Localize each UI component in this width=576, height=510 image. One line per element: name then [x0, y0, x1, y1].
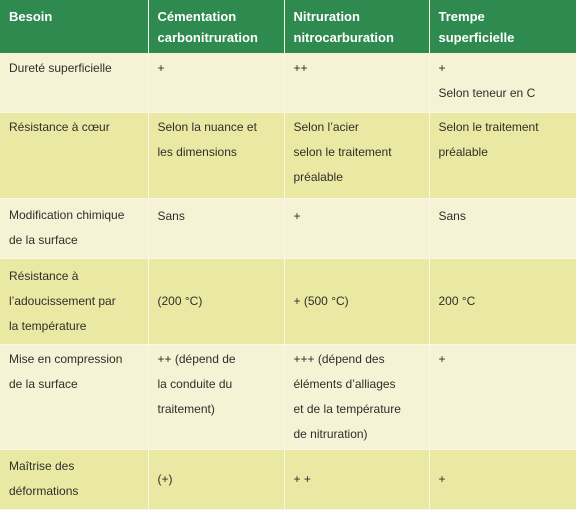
header-nitruration	[284, 0, 429, 53]
table-row	[0, 112, 576, 198]
cell-nitruration	[284, 449, 429, 509]
cell-need	[0, 198, 148, 258]
cell-line: l’adoucissement par	[9, 293, 116, 308]
cell-line: préalable	[438, 144, 488, 159]
header-besoin	[0, 0, 148, 53]
cell-nitruration	[284, 53, 429, 112]
cell-line: de nitruration)	[293, 426, 368, 441]
cell-cementation	[148, 344, 284, 449]
cell-line: Mise en compression	[9, 351, 123, 366]
table-row	[0, 344, 576, 449]
cell-line: +	[438, 61, 446, 75]
cell-nitruration	[284, 198, 429, 258]
cell-need	[0, 112, 148, 198]
cell-nitruration	[284, 344, 429, 449]
cell-line: +	[438, 351, 446, 366]
cell-line: la conduite du	[157, 376, 233, 391]
cell-line: + +	[293, 471, 311, 486]
cell-line: de la surface	[9, 233, 78, 247]
cell-cementation	[148, 198, 284, 258]
cell-line: (+)	[157, 471, 173, 486]
cell-line: +++ (dépend des	[293, 351, 385, 366]
header-trempe-line: Trempe	[438, 9, 485, 24]
header-cementation	[148, 0, 284, 53]
cell-line: ++ (dépend de	[157, 351, 236, 366]
cell-line: préalable	[293, 169, 343, 184]
cell-cementation	[148, 449, 284, 509]
cell-line: ++	[293, 61, 308, 75]
header-trempe-line: superficielle	[438, 30, 515, 45]
cell-line: de la surface	[9, 376, 78, 391]
cell-line: Résistance à cœur	[9, 119, 110, 134]
table-row	[0, 258, 576, 344]
cell-line: Maîtrise des	[9, 459, 75, 473]
cell-cementation	[148, 258, 284, 344]
cell-line: +	[293, 208, 301, 223]
cell-line: éléments d’alliages	[293, 376, 396, 391]
header-row	[0, 0, 576, 53]
header-trempe	[429, 0, 576, 53]
header-nitruration-line: Nitruration	[293, 9, 360, 24]
cell-cementation	[148, 53, 284, 112]
table-row	[0, 449, 576, 509]
cell-line: Modification chimique	[9, 208, 125, 222]
cell-cementation	[148, 112, 284, 198]
cell-line: Selon l’acier	[293, 119, 359, 134]
cell-trempe	[429, 53, 576, 112]
header-besoin-label: Besoin	[9, 9, 53, 24]
cell-line: +	[157, 61, 165, 75]
cell-trempe	[429, 258, 576, 344]
cell-line: les dimensions	[157, 144, 237, 159]
cell-line: (200 °C)	[157, 293, 203, 308]
cell-trempe	[429, 112, 576, 198]
table-body	[0, 53, 576, 509]
cell-line: déformations	[9, 484, 79, 498]
cell-line: la température	[9, 318, 87, 333]
cell-line: Sans	[157, 208, 185, 223]
cell-line: traitement)	[157, 401, 215, 416]
cell-line: Sans	[438, 208, 466, 223]
cell-need	[0, 449, 148, 509]
cell-nitruration	[284, 258, 429, 344]
cell-trempe	[429, 449, 576, 509]
cell-need	[0, 53, 148, 112]
header-nitruration-line: nitrocarburation	[293, 30, 394, 45]
table-row	[0, 198, 576, 258]
cell-line: +	[438, 471, 446, 486]
cell-line: Selon le traitement	[438, 119, 539, 134]
cell-nitruration	[284, 112, 429, 198]
cell-line: Dureté superficielle	[9, 61, 112, 75]
cell-line: selon le traitement	[293, 144, 392, 159]
cell-line: Selon teneur en C	[438, 86, 536, 100]
table-row	[0, 53, 576, 112]
cell-line: + (500 °C)	[293, 293, 349, 308]
table-header	[0, 0, 576, 53]
cell-trempe	[429, 198, 576, 258]
cell-trempe	[429, 344, 576, 449]
cell-line: 200 °C	[438, 293, 476, 308]
cell-line: Résistance à	[9, 268, 79, 283]
cell-need	[0, 258, 148, 344]
cell-line: Selon la nuance et	[157, 119, 257, 134]
header-cementation-line: carbonitruration	[157, 30, 258, 45]
header-cementation-line: Cémentation	[157, 9, 237, 24]
cell-need	[0, 344, 148, 449]
cell-line: et de la température	[293, 401, 401, 416]
